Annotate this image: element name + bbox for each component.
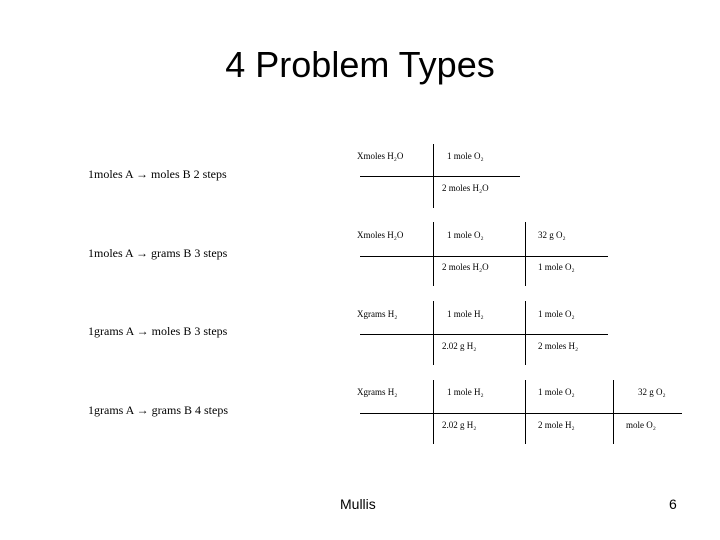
numerator-cell: Xgrams H₂ bbox=[357, 387, 398, 397]
page-number: 6 bbox=[669, 496, 677, 512]
numerator-cell: 1 mole O₂ bbox=[538, 387, 575, 397]
denominator-cell: 2 mole H₂ bbox=[538, 420, 575, 430]
column-divider bbox=[525, 301, 526, 365]
fraction-bar bbox=[360, 334, 608, 335]
problem-type-label: 1grams A → grams B 4 steps bbox=[88, 403, 228, 417]
fraction-bar bbox=[360, 176, 520, 177]
problem-type-label: 1moles A → grams B 3 steps bbox=[88, 246, 228, 260]
column-divider bbox=[433, 222, 434, 286]
slide-title: 4 Problem Types bbox=[225, 44, 495, 85]
problem-type-label: 1grams A → moles B 3 steps bbox=[88, 324, 228, 338]
numerator-cell: 1 mole H₂ bbox=[447, 309, 484, 319]
numerator-cell: Xmoles H₂O bbox=[357, 230, 404, 240]
numerator-cell: Xmoles H₂O bbox=[357, 151, 404, 161]
numerator-cell: Xgrams H₂ bbox=[357, 309, 398, 319]
column-divider bbox=[433, 301, 434, 365]
numerator-cell: 1 mole O₂ bbox=[447, 230, 484, 240]
denominator-cell: 2 moles H₂ bbox=[538, 341, 579, 351]
problem-type-label: 1moles A → moles B 2 steps bbox=[88, 167, 227, 181]
column-divider bbox=[433, 380, 434, 444]
footer-author: Mullis bbox=[340, 496, 376, 512]
denominator-cell: 2 moles H₂O bbox=[442, 262, 489, 272]
column-divider bbox=[525, 222, 526, 286]
fraction-bar bbox=[360, 256, 608, 257]
numerator-cell: 32 g O₂ bbox=[538, 230, 566, 240]
denominator-cell: 1 mole O₂ bbox=[538, 262, 575, 272]
column-divider bbox=[613, 380, 614, 444]
column-divider bbox=[525, 380, 526, 444]
numerator-cell: 1 mole O₂ bbox=[538, 309, 575, 319]
numerator-cell: 1 mole O₂ bbox=[447, 151, 484, 161]
denominator-cell: mole O₂ bbox=[626, 420, 656, 430]
denominator-cell: 2.02 g H₂ bbox=[442, 341, 477, 351]
fraction-bar bbox=[360, 413, 682, 414]
denominator-cell: 2 moles H₂O bbox=[442, 183, 489, 193]
column-divider bbox=[433, 144, 434, 208]
numerator-cell: 32 g O₂ bbox=[638, 387, 666, 397]
denominator-cell: 2.02 g H₂ bbox=[442, 420, 477, 430]
numerator-cell: 1 mole H₂ bbox=[447, 387, 484, 397]
